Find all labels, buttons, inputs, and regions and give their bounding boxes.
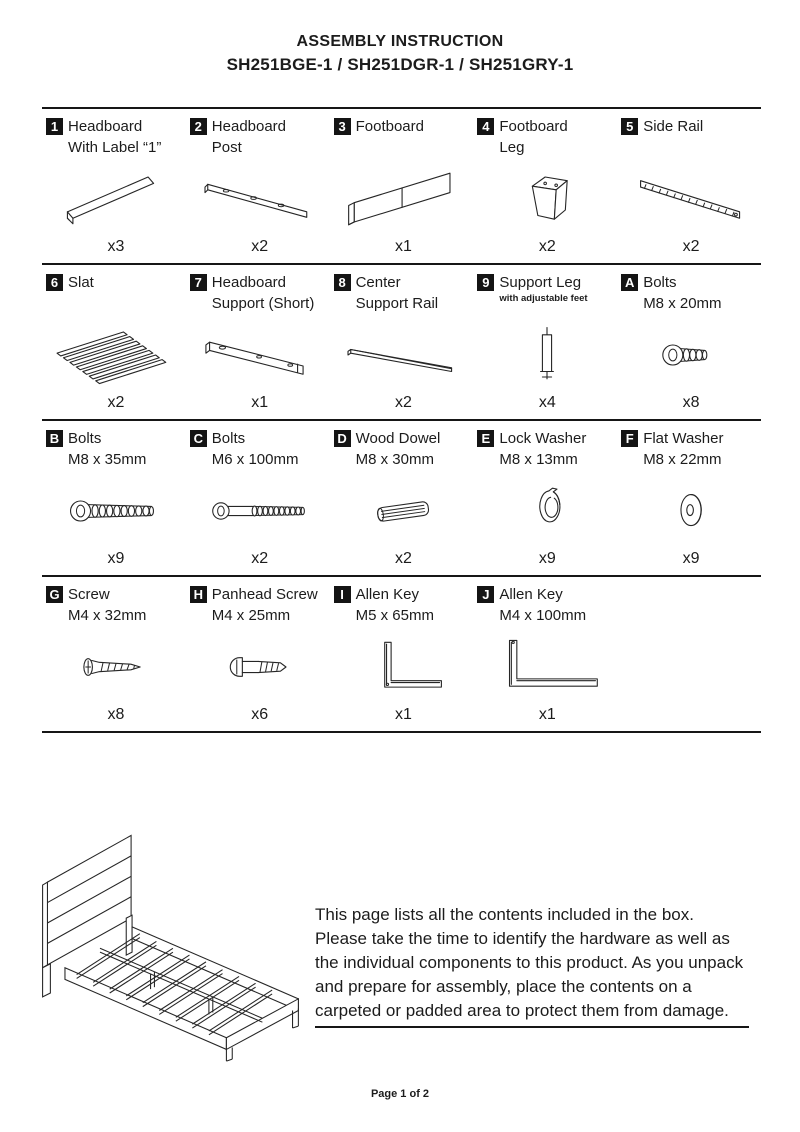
bolt-long-icon: [190, 472, 330, 550]
lock-washer-icon: [477, 472, 617, 550]
part-qty: x4: [538, 394, 556, 411]
part-spec: M8 x 13mm: [499, 451, 578, 468]
part-name: Footboard: [355, 118, 424, 135]
part-qty: x2: [395, 550, 412, 567]
part-cell-panhead-screw: [186, 582, 330, 731]
headboard-support-icon: [190, 316, 330, 394]
parts-row-3: [42, 419, 761, 575]
parts-row-1: [42, 107, 761, 263]
part-spec: M8 x 30mm: [355, 451, 434, 468]
part-spec: Leg: [499, 139, 525, 156]
part-name: Headboard: [68, 118, 143, 135]
parts-row-2: [42, 263, 761, 419]
part-cell-flat-washer: [617, 426, 761, 575]
part-qty: x9: [538, 550, 556, 567]
part-spec: With Label “1”: [68, 139, 162, 156]
part-spec: Support (Short): [211, 295, 315, 312]
wood-dowel-icon: [334, 472, 474, 550]
part-badge: 5: [621, 118, 638, 135]
part-name: Headboard: [211, 118, 287, 135]
part-spec: M4 x 32mm: [68, 607, 147, 624]
part-cell-lock-washer: [473, 426, 617, 575]
part-spec: M8 x 35mm: [68, 451, 147, 468]
bolt-short-icon: [621, 316, 761, 394]
part-qty: x8: [107, 706, 125, 723]
part-cell-headboard-support: [186, 270, 330, 419]
allen-key-small-icon: [334, 628, 474, 706]
part-cell-support-leg: [473, 270, 617, 419]
part-cell-bolt-m6-100: [186, 426, 330, 575]
parts-row-4: [42, 575, 761, 731]
part-cell-bolt-m8-35: [42, 426, 186, 575]
part-qty: x9: [682, 550, 700, 567]
headboard-panel-icon: [46, 160, 186, 238]
part-name: Screw: [68, 586, 110, 603]
part-qty: x1: [395, 706, 412, 723]
part-badge: G: [46, 586, 63, 603]
part-spec: M6 x 100mm: [211, 451, 299, 468]
unpacking-note: This page lists all the contents included in the box. Please take the time to identify the hardware as well as the individual components to this product. As you unpack and prepare for assembly, place the contents on a carpeted or padded area to protect them from damage.: [315, 903, 749, 1028]
part-cell-side-rail: [617, 114, 761, 263]
part-name: Wood Dowel: [355, 430, 441, 447]
headboard-post-icon: [190, 160, 330, 238]
model-numbers: SH251BGE-1 / SH251DGR-1 / SH251GRY-1: [226, 55, 574, 74]
part-badge: 6: [46, 274, 63, 291]
part-spec: Post: [211, 139, 242, 156]
part-qty: x1: [538, 706, 556, 723]
part-cell-footboard-leg: [473, 114, 617, 263]
part-spec: M5 x 65mm: [355, 607, 434, 624]
part-cell-slat: [42, 270, 186, 419]
part-qty: x2: [682, 238, 700, 255]
part-name: Side Rail: [643, 118, 704, 135]
support-leg-icon: [477, 316, 617, 394]
part-badge: C: [190, 430, 207, 447]
part-subnote: with adjustable feet: [499, 293, 588, 304]
part-badge: I: [334, 586, 351, 603]
part-badge: E: [477, 430, 494, 447]
document-header: [0, 33, 800, 75]
part-badge: 8: [334, 274, 351, 291]
part-badge: 2: [190, 118, 207, 135]
part-badge: F: [621, 430, 638, 447]
center-support-rail-icon: [334, 316, 474, 394]
part-name: Bolts: [211, 430, 246, 447]
part-qty: x2: [251, 238, 269, 255]
part-cell-screw: [42, 582, 186, 731]
page-title: ASSEMBLY INSTRUCTION: [296, 33, 504, 50]
part-spec: M4 x 25mm: [211, 607, 291, 624]
part-cell-bolt-m8-20: [617, 270, 761, 419]
part-qty: x1: [395, 238, 412, 255]
part-qty: x1: [251, 394, 269, 411]
allen-key-large-icon: [477, 628, 617, 706]
flat-washer-icon: [621, 472, 761, 550]
side-rail-icon: [621, 160, 761, 238]
part-name: Flat Washer: [643, 430, 724, 447]
part-qty: x9: [107, 550, 125, 567]
part-name: Allen Key: [355, 586, 419, 603]
part-name: Bolts: [68, 430, 102, 447]
part-name: Support Leg: [499, 274, 582, 291]
part-spec: M4 x 100mm: [499, 607, 587, 624]
part-badge: 7: [190, 274, 207, 291]
part-cell-wood-dowel: [330, 426, 474, 575]
part-name: Center: [355, 274, 401, 291]
part-name: Bolts: [643, 274, 677, 291]
part-qty: x6: [251, 706, 269, 723]
part-badge: 4: [477, 118, 494, 135]
part-spec: M8 x 22mm: [643, 451, 722, 468]
part-spec: M8 x 20mm: [643, 295, 722, 312]
part-name: Slat: [68, 274, 94, 291]
part-qty: x2: [538, 238, 556, 255]
footboard-leg-icon: [477, 160, 617, 238]
part-cell-headboard: [42, 114, 186, 263]
part-cell-headboard-post: [186, 114, 330, 263]
part-badge: D: [334, 430, 351, 447]
part-qty: x3: [107, 238, 125, 255]
part-cell-footboard: [330, 114, 474, 263]
part-name: Panhead Screw: [211, 586, 318, 603]
part-badge: H: [190, 586, 207, 603]
footboard-icon: [334, 160, 474, 238]
part-name: Footboard: [499, 118, 568, 135]
slat-stack-icon: [46, 316, 186, 394]
part-cell-allen-key-m4: [473, 582, 617, 731]
part-cell-allen-key-m5: [330, 582, 474, 731]
part-name: Allen Key: [499, 586, 563, 603]
part-cell-empty: [617, 582, 761, 731]
part-qty: x2: [395, 394, 412, 411]
bed-frame-illustration: [24, 816, 316, 1069]
part-qty: x2: [107, 394, 125, 411]
part-badge: 1: [46, 118, 63, 135]
part-qty: x8: [682, 394, 700, 411]
part-badge: B: [46, 430, 63, 447]
part-badge: 9: [477, 274, 494, 291]
parts-table: [42, 107, 761, 733]
part-name: Lock Washer: [499, 430, 587, 447]
part-spec: Support Rail: [355, 295, 439, 312]
part-badge: J: [477, 586, 494, 603]
bolt-medium-icon: [46, 472, 186, 550]
part-cell-center-support-rail: [330, 270, 474, 419]
part-badge: 3: [334, 118, 351, 135]
page-number: Page 1 of 2: [370, 1088, 430, 1100]
part-name: Headboard: [211, 274, 287, 291]
part-badge: A: [621, 274, 638, 291]
panhead-screw-icon: [190, 628, 330, 706]
part-qty: x2: [251, 550, 269, 567]
wood-screw-icon: [46, 628, 186, 706]
